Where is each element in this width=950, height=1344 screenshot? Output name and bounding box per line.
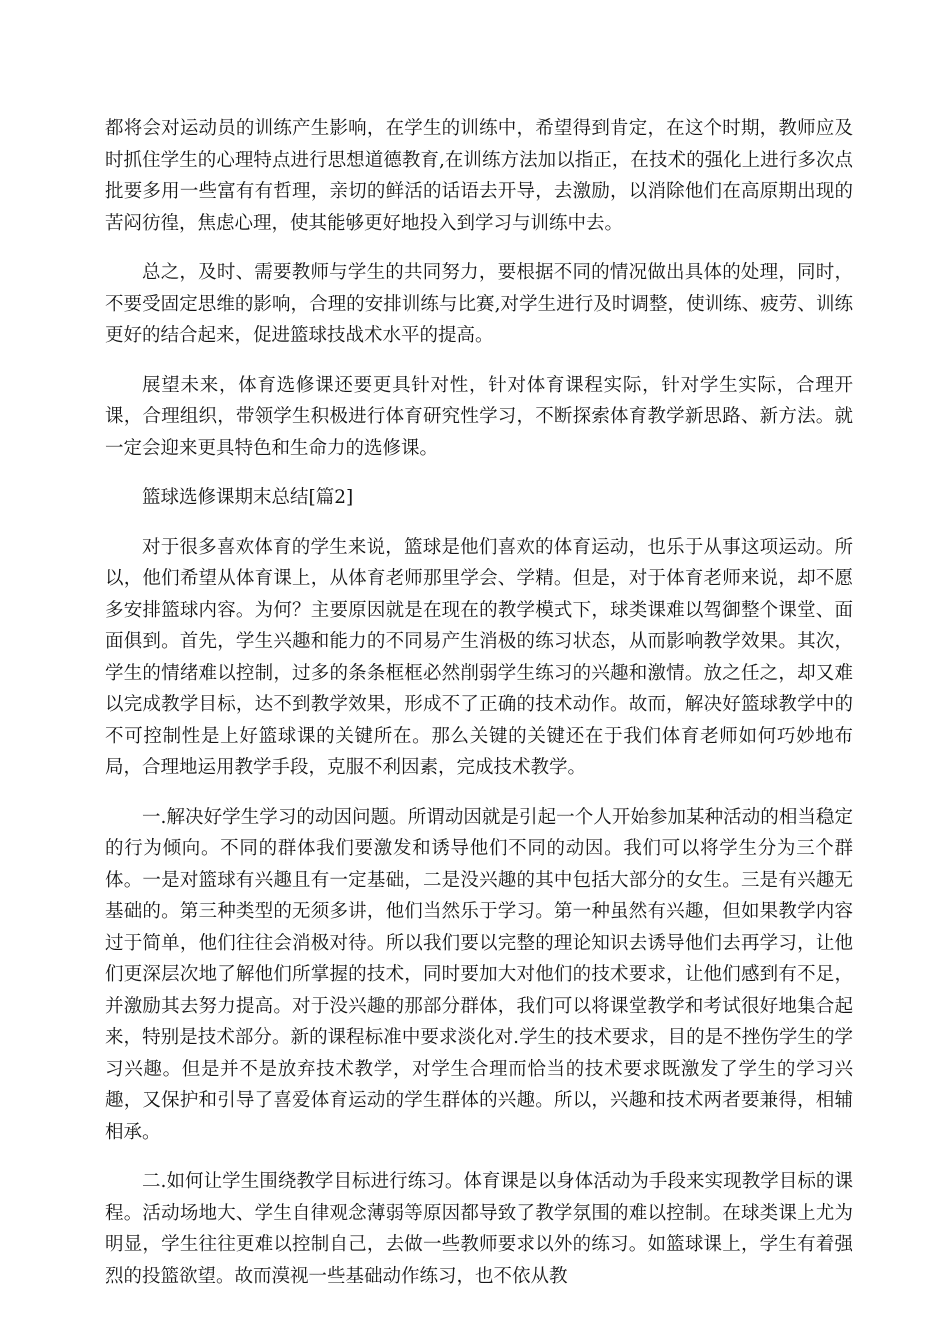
paragraph-continuation: 都将会对运动员的训练产生影响，在学生的训练中，希望得到肯定，在这个时期，教师应及时抓住学生的心理特点进行思想道德教育,在训练方法加以指正，在技术的强化上进行多次点批要多用一些富有有哲理，亲切的鲜活的话语去开导，去激励，以消除他们在高原期出现的苦闷彷徨，焦虑心理，使其能够更好地投入到学习与训练中去。 bbox=[105, 118, 853, 234]
paragraph-summary: 总之，及时、需要教师与学生的共同努力，要根据不同的情况做出具体的处理，同时，不要受固定思维的影响，合理的安排训练与比赛,对学生进行及时调整，使训练、疲劳、训练更好的结合起来，促进篮球技战术水平的提高。 bbox=[105, 262, 853, 346]
paragraph-intro: 对于很多喜欢体育的学生来说，篮球是他们喜欢的体育运动，也乐于从事这项运动。所以，他们希望从体育课上，从体育老师那里学会、学精。但是，对于体育老师来说，却不愿多安排篮球内容。为何？主要原因就是在现在的教学模式下，球类课难以驾御整个课堂、面面俱到。首先，学生兴趣和能力的不同易产生消极的练习状态，从而影响教学效果。其次，学生的情绪难以控制，过多的条条框框必然削弱学生练习的兴趣和激情。放之任之，却又难以完成教学目标，达不到教学效果，形成不了正确的技术动作。故而，解决好篮球教学中的不可控制性是上好篮球课的关键所在。那么关键的关键还在于我们体育老师如何巧妙地布局，合理地运用教学手段，克服不利因素，完成技术教学。 bbox=[105, 536, 853, 778]
paragraph-point-two: 二.如何让学生围绕教学目标进行练习。体育课是以身体活动为手段来实现教学目标的课程。活动场地大、学生自律观念薄弱等原因都导致了教学氛围的难以控制。在球类课上尤为明显，学生往往更难以控制自己，去做一些教师要求以外的练习。如篮球课上，学生有着强烈的投篮欲望。故而漠视一些基础动作练习，也不依从教 bbox=[105, 1171, 853, 1287]
document-body bbox=[105, 113, 853, 1310]
paragraph-outlook: 展望未来，体育选修课还要更具针对性，针对体育课程实际，针对学生实际，合理开课，合理组织，带领学生积极进行体育研究性学习，不断探索体育教学新思路、新方法。就一定会迎来更具特色和生命力的选修课。 bbox=[105, 374, 853, 459]
paragraph-point-one: 一.解决好学生学习的动因问题。所谓动因就是引起一个人开始参加某种活动的相当稳定的行为倾向。不同的群体我们要激发和诱导他们不同的动因。我们可以将学生分为三个群体。一是对篮球有兴趣且有一定基础，二是没兴趣的其中包括大部分的女生。三是有兴趣无基础的。第三种类型的无须多讲，他们当然乐于学习。第一种虽然有兴趣，但如果教学内容过于简单，他们往往会消极对待。所以我们要以完整的理论知识去诱导他们去再学习，让他们更深层次地了解他们所掌握的技术，同时要加大对他们的技术要求，让他们感到有不足，并激励其去努力提高。对于没兴趣的那部分群体，我们可以将课堂教学和考试很好地集合起来，特别是技术部分。新的课程标准中要求淡化对.学生的技术要求，目的是不挫伤学生的学习兴趣。但是并不是放弃技术教学，对学生合理而恰当的技术要求既激发了学生的学习兴趣，又保护和引导了喜爱体育运动的学生群体的兴趣。所以，兴趣和技术两者要兼得，相辅相承。 bbox=[105, 806, 853, 1143]
section-heading: 篮球选修课期末总结[篇2] bbox=[142, 487, 354, 508]
